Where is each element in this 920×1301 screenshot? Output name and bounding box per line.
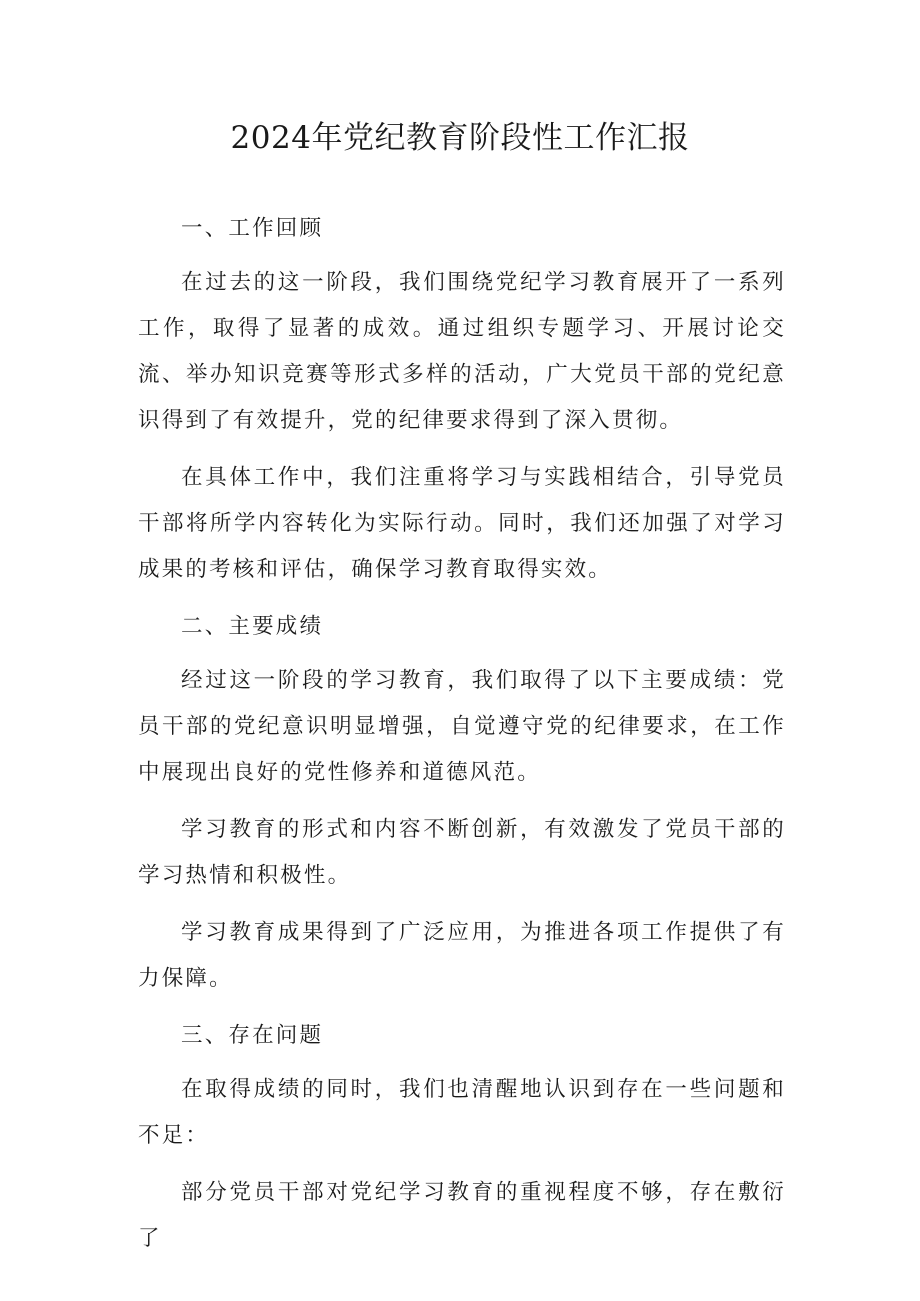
paragraph: 在过去的这一阶段，我们围绕党纪学习教育展开了一系列工作，取得了显著的成效。通过组织专题学习、开展讨论交流、举办知识竞赛等形式多样的活动，广大党员干部的党纪意识得到了有效提升，党的纪律要求得到了深入贯彻。 [138,270,786,433]
paragraph: 在取得成绩的同时，我们也清醒地认识到存在一些问题和不足： [138,1077,786,1148]
paragraph: 经过这一阶段的学习教育，我们取得了以下主要成绩：党员干部的党纪意识明显增强，自觉遵守党的纪律要求，在工作中展现出良好的党性修养和道德风范。 [138,668,786,785]
paragraph: 学习教育成果得到了广泛应用，为推进各项工作提供了有力保障。 [138,920,786,991]
document-title: 2024年党纪教育阶段性工作汇报 [230,120,690,156]
paragraph: 学习教育的形式和内容不断创新，有效激发了党员干部的学习热情和积极性。 [138,817,786,888]
paragraph: 部分党员干部对党纪学习教育的重视程度不够，存在敷衍了 [138,1180,786,1251]
section-heading-problems: 三、存在问题 [181,1023,324,1048]
section-heading-achievements: 二、主要成绩 [181,614,324,639]
paragraph: 在具体工作中，我们注重将学习与实践相结合，引导党员干部将所学内容转化为实际行动。同时，我们还加强了对学习成果的考核和评估，确保学习教育取得实效。 [138,465,786,582]
document-body [138,206,786,1273]
section-heading-review: 一、工作回顾 [181,216,324,241]
